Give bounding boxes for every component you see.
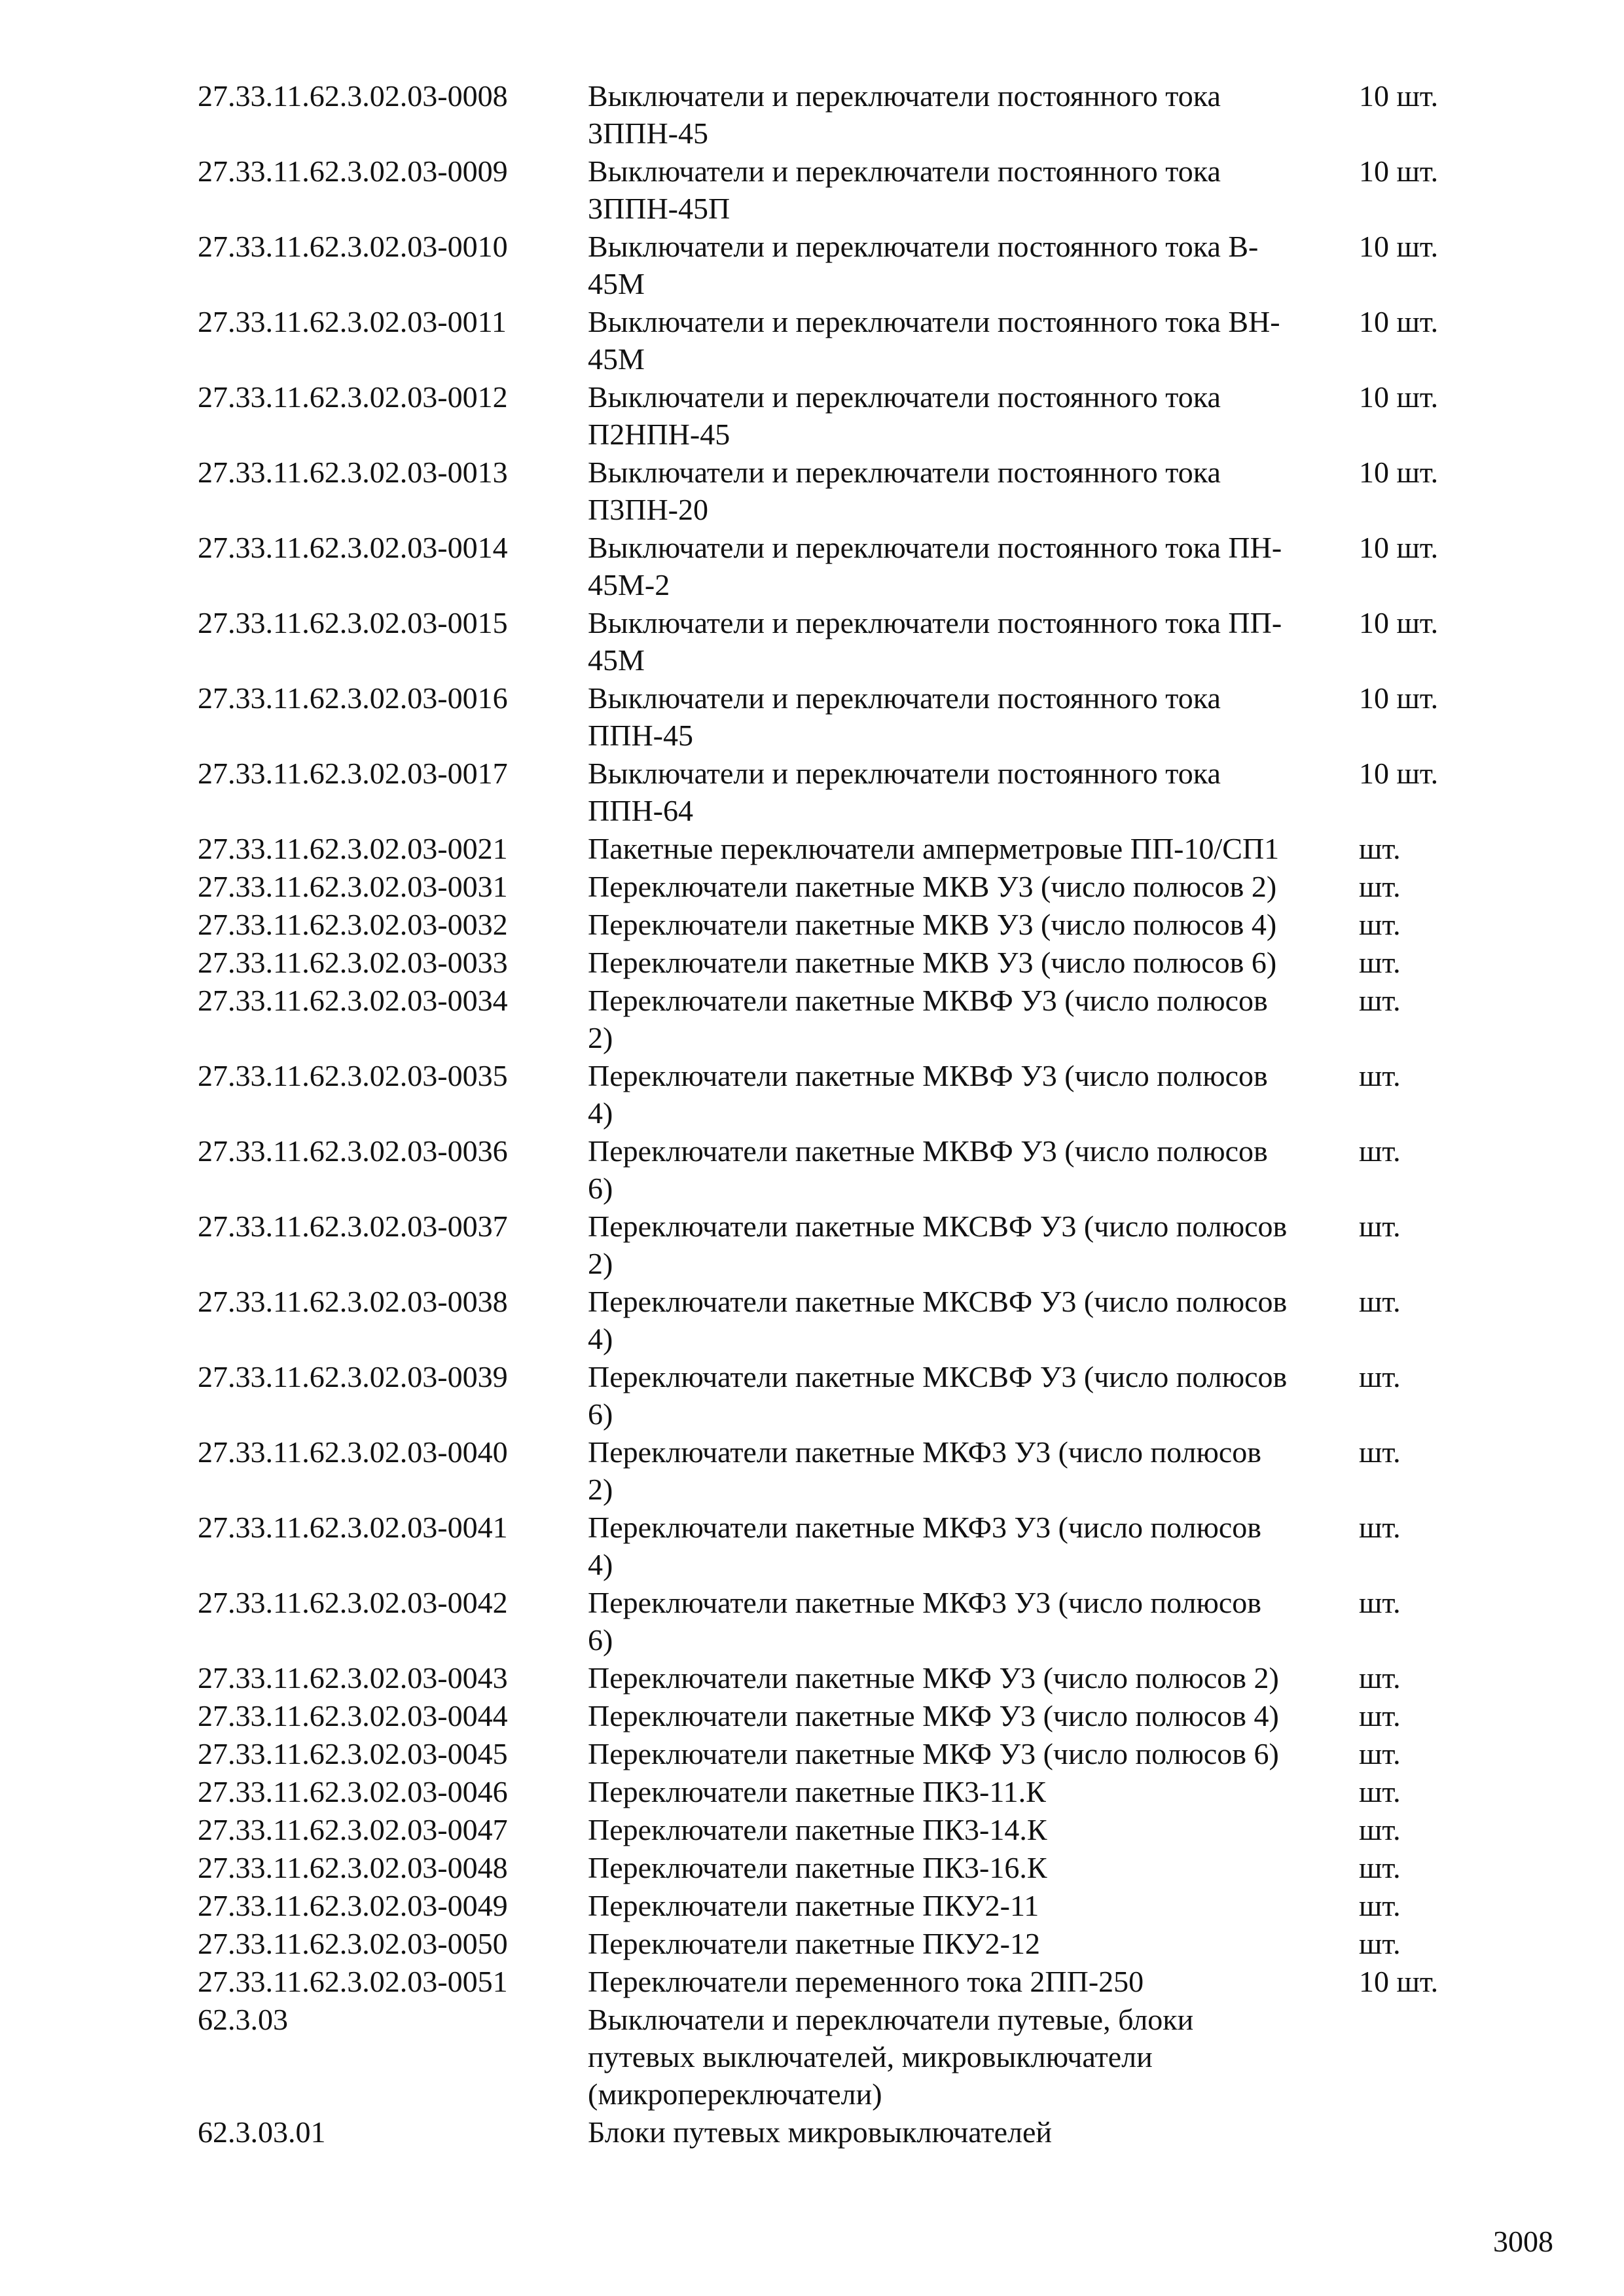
item-name: Выключатели и переключатели постоянного тока П2НПН-45 <box>588 380 1221 451</box>
item-unit: шт. <box>1359 1699 1401 1732</box>
list-item <box>198 378 1468 453</box>
list-item <box>198 1509 1468 1583</box>
item-name: Выключатели и переключатели постоянного тока 3ППН-45 <box>588 79 1221 150</box>
item-name: Переключатели пакетные МКВ У3 (число полюсов 2) <box>588 870 1277 903</box>
item-name: Переключатели переменного тока 2ПП-250 <box>588 1965 1144 1998</box>
item-code: 27.33.11.62.3.02.03-0045 <box>198 1737 508 1770</box>
item-name: Выключатели и переключатели постоянного тока ППН-45 <box>588 681 1221 752</box>
item-unit: 10 шт. <box>1359 606 1439 639</box>
list-item <box>198 1849 1468 1886</box>
page-number: 3008 <box>1493 2225 1553 2258</box>
list-item <box>198 906 1468 943</box>
list-item <box>198 1773 1468 1810</box>
list-item <box>198 2001 1468 2113</box>
item-unit: шт. <box>1359 1813 1401 1846</box>
item-unit: шт. <box>1359 946 1401 979</box>
item-unit: шт. <box>1359 1210 1401 1243</box>
item-unit: 10 шт. <box>1359 681 1439 715</box>
list-item <box>198 2113 1468 2151</box>
item-name: Переключатели пакетные ПК3-14.К <box>588 1813 1047 1846</box>
list-item <box>198 152 1468 227</box>
list-item <box>198 1132 1468 1207</box>
item-name: Выключатели и переключатели постоянного тока П3ПН-20 <box>588 456 1221 526</box>
item-unit: шт. <box>1359 870 1401 903</box>
item-unit: шт. <box>1359 1285 1401 1318</box>
item-name: Выключатели и переключатели путевые, блоки путевых выключателей, микровыключатели (микропереключатели) <box>588 2003 1194 2111</box>
item-code: 27.33.11.62.3.02.03-0014 <box>198 531 508 564</box>
item-code: 27.33.11.62.3.02.03-0010 <box>198 230 508 263</box>
list-item <box>198 982 1468 1056</box>
item-unit: 10 шт. <box>1359 305 1439 338</box>
item-name: Выключатели и переключатели постоянного тока ПП- 45М <box>588 606 1282 677</box>
item-unit: шт. <box>1359 1059 1401 1092</box>
item-unit: шт. <box>1359 1851 1401 1884</box>
list-item <box>198 944 1468 981</box>
item-unit: шт. <box>1359 1927 1401 1960</box>
list-item <box>198 1358 1468 1433</box>
list-item <box>198 830 1468 867</box>
list-item <box>198 454 1468 528</box>
item-name: Переключатели пакетные МКВФ У3 (число полюсов 2) <box>588 984 1268 1054</box>
item-code: 27.33.11.62.3.02.03-0016 <box>198 681 508 715</box>
item-code: 27.33.11.62.3.02.03-0031 <box>198 870 508 903</box>
item-code: 27.33.11.62.3.02.03-0048 <box>198 1851 508 1884</box>
item-code: 27.33.11.62.3.02.03-0037 <box>198 1210 508 1243</box>
item-code: 27.33.11.62.3.02.03-0040 <box>198 1435 508 1469</box>
list-item <box>198 77 1468 152</box>
item-code: 27.33.11.62.3.02.03-0044 <box>198 1699 508 1732</box>
item-unit: шт. <box>1359 1134 1401 1168</box>
list-item <box>198 1735 1468 1772</box>
item-unit: 10 шт. <box>1359 456 1439 489</box>
list-item <box>198 1584 1468 1659</box>
item-unit: 10 шт. <box>1359 1965 1439 1998</box>
list-item <box>198 1963 1468 2000</box>
list-item <box>198 604 1468 679</box>
item-unit: 10 шт. <box>1359 757 1439 790</box>
item-name: Переключатели пакетные МКВ У3 (число полюсов 4) <box>588 908 1277 941</box>
item-unit: шт. <box>1359 1360 1401 1393</box>
item-name: Выключатели и переключатели постоянного тока ВН- 45М <box>588 305 1280 376</box>
item-code: 27.33.11.62.3.02.03-0013 <box>198 456 508 489</box>
item-unit: 10 шт. <box>1359 154 1439 188</box>
item-name: Переключатели пакетные МКВФ У3 (число полюсов 4) <box>588 1059 1268 1130</box>
list-item <box>198 679 1468 754</box>
item-unit: шт. <box>1359 832 1401 865</box>
item-code: 27.33.11.62.3.02.03-0050 <box>198 1927 508 1960</box>
item-code: 27.33.11.62.3.02.03-0021 <box>198 832 508 865</box>
list-item <box>198 228 1468 302</box>
item-unit: шт. <box>1359 908 1401 941</box>
item-name: Переключатели пакетные МКФ3 У3 (число полюсов 2) <box>588 1435 1262 1506</box>
item-code: 27.33.11.62.3.02.03-0049 <box>198 1889 508 1922</box>
item-code: 27.33.11.62.3.02.03-0038 <box>198 1285 508 1318</box>
list-item <box>198 1697 1468 1734</box>
item-code: 27.33.11.62.3.02.03-0051 <box>198 1965 508 1998</box>
item-unit: шт. <box>1359 1889 1401 1922</box>
list-item <box>198 1433 1468 1508</box>
item-code: 27.33.11.62.3.02.03-0039 <box>198 1360 508 1393</box>
item-name: Выключатели и переключатели постоянного тока ППН-64 <box>588 757 1221 827</box>
item-code: 27.33.11.62.3.02.03-0011 <box>198 305 507 338</box>
item-name: Выключатели и переключатели постоянного тока В- 45М <box>588 230 1259 300</box>
list-item <box>198 529 1468 603</box>
item-code: 27.33.11.62.3.02.03-0032 <box>198 908 508 941</box>
item-unit: шт. <box>1359 1737 1401 1770</box>
item-code: 62.3.03.01 <box>198 2115 326 2149</box>
resource-list <box>198 77 1468 2151</box>
item-code: 27.33.11.62.3.02.03-0033 <box>198 946 508 979</box>
list-item <box>198 1887 1468 1924</box>
item-name: Выключатели и переключатели постоянного тока 3ППН-45П <box>588 154 1221 225</box>
item-code: 27.33.11.62.3.02.03-0017 <box>198 757 508 790</box>
item-code: 27.33.11.62.3.02.03-0008 <box>198 79 508 113</box>
item-code: 62.3.03 <box>198 2003 288 2036</box>
list-item <box>198 1057 1468 1132</box>
item-name: Переключатели пакетные ПК3-16.К <box>588 1851 1047 1884</box>
item-unit: 10 шт. <box>1359 380 1439 414</box>
item-unit: шт. <box>1359 984 1401 1017</box>
list-item <box>198 303 1468 378</box>
item-name: Переключатели пакетные МКВФ У3 (число полюсов 6) <box>588 1134 1268 1205</box>
item-name: Выключатели и переключатели постоянного тока ПН- 45М-2 <box>588 531 1282 601</box>
item-name: Переключатели пакетные МКСВФ У3 (число полюсов 2) <box>588 1210 1288 1280</box>
item-unit: 10 шт. <box>1359 79 1439 113</box>
item-name: Переключатели пакетные ПКУ2-12 <box>588 1927 1040 1960</box>
item-code: 27.33.11.62.3.02.03-0012 <box>198 380 508 414</box>
item-unit: шт. <box>1359 1586 1401 1619</box>
item-name: Блоки путевых микровыключателей <box>588 2115 1052 2149</box>
item-name: Переключатели пакетные ПК3-11.К <box>588 1775 1046 1808</box>
item-unit: шт. <box>1359 1511 1401 1544</box>
item-unit: 10 шт. <box>1359 230 1439 263</box>
item-code: 27.33.11.62.3.02.03-0034 <box>198 984 508 1017</box>
item-unit: шт. <box>1359 1661 1401 1695</box>
item-unit: 10 шт. <box>1359 531 1439 564</box>
item-unit: шт. <box>1359 1435 1401 1469</box>
list-item <box>198 1208 1468 1282</box>
item-code: 27.33.11.62.3.02.03-0042 <box>198 1586 508 1619</box>
list-item <box>198 1283 1468 1357</box>
item-code: 27.33.11.62.3.02.03-0043 <box>198 1661 508 1695</box>
item-name: Переключатели пакетные МКФ У3 (число полюсов 2) <box>588 1661 1279 1695</box>
item-code: 27.33.11.62.3.02.03-0009 <box>198 154 508 188</box>
item-code: 27.33.11.62.3.02.03-0015 <box>198 606 508 639</box>
item-code: 27.33.11.62.3.02.03-0041 <box>198 1511 508 1544</box>
item-code: 27.33.11.62.3.02.03-0036 <box>198 1134 508 1168</box>
item-name: Переключатели пакетные ПКУ2-11 <box>588 1889 1039 1922</box>
list-item <box>198 755 1468 829</box>
item-name: Пакетные переключатели амперметровые ПП-10/СП1 <box>588 832 1280 865</box>
item-name: Переключатели пакетные МКФ3 У3 (число полюсов 4) <box>588 1511 1262 1581</box>
item-name: Переключатели пакетные МКФ3 У3 (число полюсов 6) <box>588 1586 1262 1657</box>
list-item <box>198 868 1468 905</box>
list-item <box>198 1659 1468 1696</box>
list-item <box>198 1811 1468 1848</box>
item-code: 27.33.11.62.3.02.03-0046 <box>198 1775 508 1808</box>
item-name: Переключатели пакетные МКФ У3 (число полюсов 4) <box>588 1699 1279 1732</box>
item-code: 27.33.11.62.3.02.03-0047 <box>198 1813 508 1846</box>
item-code: 27.33.11.62.3.02.03-0035 <box>198 1059 508 1092</box>
list-item <box>198 1925 1468 1962</box>
item-name: Переключатели пакетные МКСВФ У3 (число полюсов 6) <box>588 1360 1288 1431</box>
item-name: Переключатели пакетные МКФ У3 (число полюсов 6) <box>588 1737 1279 1770</box>
item-unit: шт. <box>1359 1775 1401 1808</box>
item-name: Переключатели пакетные МКСВФ У3 (число полюсов 4) <box>588 1285 1288 1355</box>
item-name: Переключатели пакетные МКВ У3 (число полюсов 6) <box>588 946 1277 979</box>
